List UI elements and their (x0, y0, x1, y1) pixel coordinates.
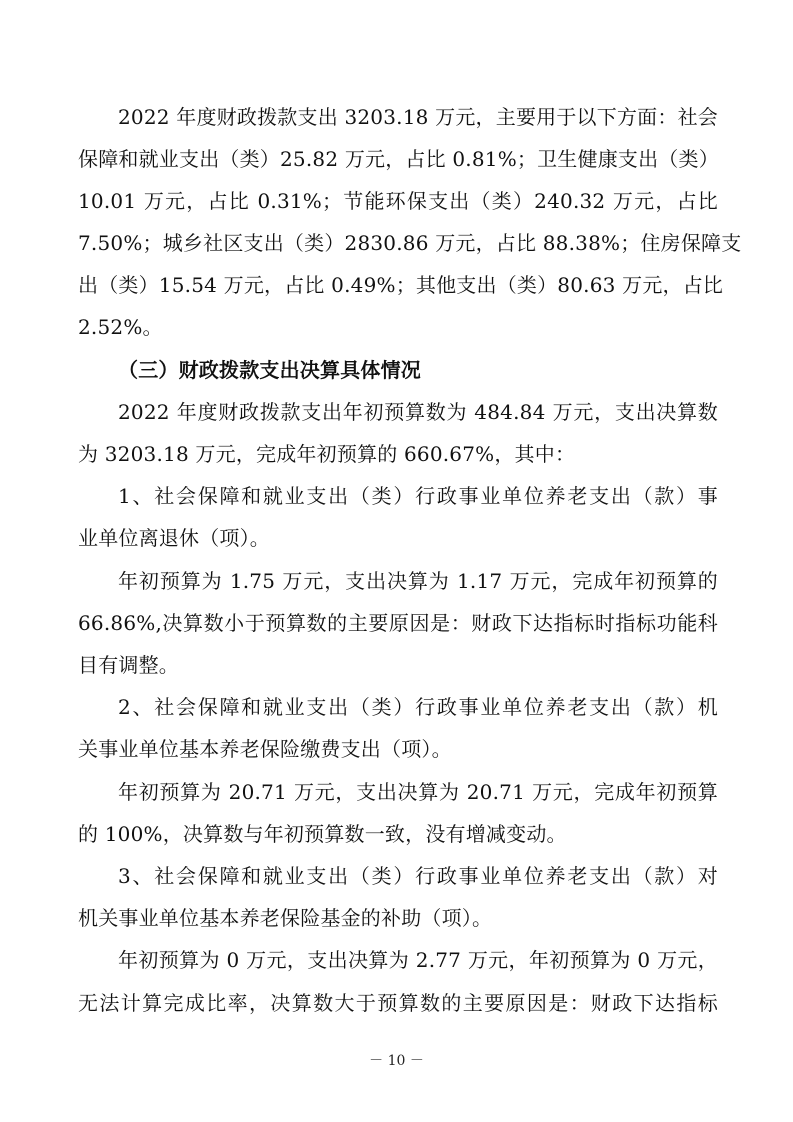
section-heading: （三）财政拨款支出决算具体情况 (118, 358, 421, 382)
paragraph-line: 年初预算为 0 万元，支出决算为 2.77 万元，年初预算为 0 万元， (118, 948, 718, 972)
page-number: － 10 － (369, 1053, 424, 1069)
paragraph-line: 年初预算为 1.75 万元，支出决算为 1.17 万元，完成年初预算的 (118, 569, 718, 593)
paragraph-line: 机关事业单位基本养老保险基金的补助（项）。 (78, 906, 493, 930)
paragraph-line: 7.50%；城乡社区支出（类）2830.86 万元，占比 88.38%；住房保障支 (78, 231, 742, 255)
paragraph-line: 66.86%,决算数小于预算数的主要原因是：财政下达指标时指标功能科 (78, 611, 718, 635)
paragraph-line: 出（类）15.54 万元，占比 0.49%；其他支出（类）80.63 万元，占比 (78, 273, 724, 297)
paragraph-line: 保障和就业支出（类）25.82 万元，占比 0.81%；卫生健康支出（类） (78, 147, 719, 171)
paragraph-line: 10.01 万元，占比 0.31%；节能环保支出（类）240.32 万元，占比 (78, 189, 718, 213)
paragraph-line: 关事业单位基本养老保险缴费支出（项）。 (78, 737, 452, 761)
paragraph-line: 2.52%。 (78, 315, 163, 339)
paragraph-line: 目有调整。 (78, 653, 179, 677)
paragraph-line: 3、社会保障和就业支出（类）行政事业单位养老支出（款）对 (118, 864, 718, 888)
paragraph-line: 2022 年度财政拨款支出年初预算数为 484.84 万元，支出决算数 (118, 400, 718, 424)
paragraph-line: 为 3203.18 万元，完成年初预算的 660.67%，其中： (78, 442, 576, 466)
paragraph-line: 2、社会保障和就业支出（类）行政事业单位养老支出（款）机 (118, 695, 718, 719)
paragraph-line: 2022 年度财政拨款支出 3203.18 万元，主要用于以下方面：社会 (118, 105, 718, 129)
paragraph-line: 无法计算完成比率，决算数大于预算数的主要原因是：财政下达指标 (78, 991, 718, 1015)
paragraph-line: 的 100%，决算数与年初预算数一致，没有增减变动。 (78, 822, 567, 846)
paragraph-line: 业单位离退休（项）。 (78, 526, 270, 550)
paragraph-line: 1、社会保障和就业支出（类）行政事业单位养老支出（款）事 (118, 484, 718, 508)
paragraph-line: 年初预算为 20.71 万元，支出决算为 20.71 万元，完成年初预算 (118, 780, 718, 804)
